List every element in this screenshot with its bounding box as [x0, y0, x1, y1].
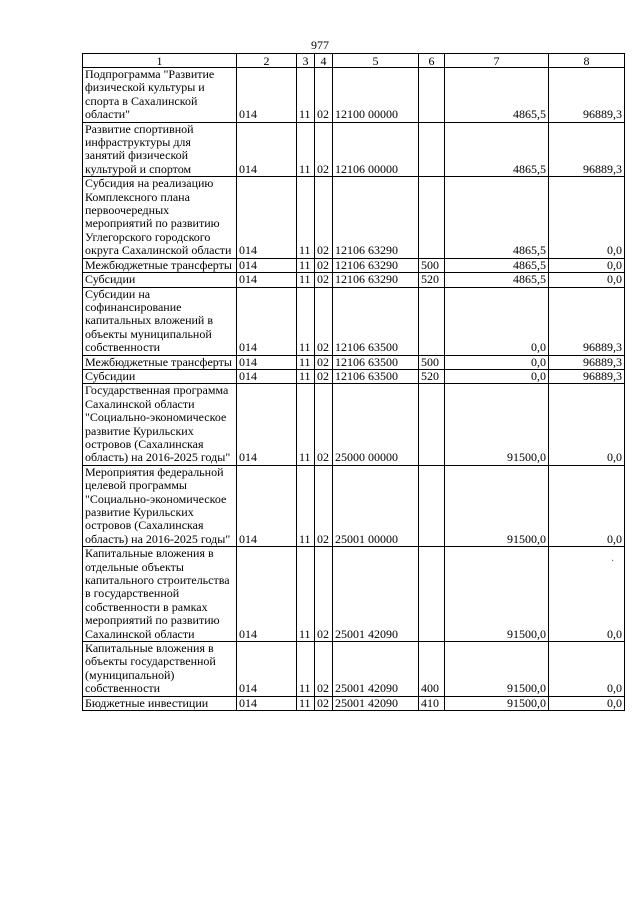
- ministry-code-cell: 014: [237, 547, 297, 642]
- expense-type-cell: [419, 547, 445, 642]
- subsection-cell: 02: [315, 384, 333, 465]
- amount-col7-cell: 91500,0: [445, 465, 549, 546]
- ministry-code-cell: 014: [237, 696, 297, 710]
- expense-type-cell: 410: [419, 696, 445, 710]
- table-row: [83, 287, 625, 355]
- table-row: [83, 122, 625, 177]
- subsection-cell: 02: [315, 287, 333, 355]
- item-name-cell: Субсидии: [83, 369, 237, 383]
- table-row: [83, 696, 625, 710]
- table-row: [83, 642, 625, 697]
- section-cell: 11: [297, 369, 315, 383]
- table-row: [83, 258, 625, 272]
- target-article-cell: 12106 63500: [333, 287, 419, 355]
- ministry-code-cell: 014: [237, 122, 297, 177]
- ministry-code-cell: 014: [237, 258, 297, 272]
- subsection-cell: 02: [315, 642, 333, 697]
- section-cell: 11: [297, 355, 315, 369]
- item-name-cell: Капитальные вложения в объекты государственной (муниципальной) собственности: [83, 642, 237, 697]
- target-article-cell: 25001 42090: [333, 547, 419, 642]
- subsection-cell: 02: [315, 369, 333, 383]
- amount-col8-cell: 0,0: [549, 177, 625, 258]
- header-cell-7: 7: [445, 54, 549, 68]
- section-cell: 11: [297, 696, 315, 710]
- item-name-cell: Субсидии на софинансирование капитальных вложений в объекты муниципальной собственности: [83, 287, 237, 355]
- amount-col8-cell: 0,0: [549, 258, 625, 272]
- header-cell-3: 3: [297, 54, 315, 68]
- ministry-code-cell: 014: [237, 287, 297, 355]
- ministry-code-cell: 014: [237, 355, 297, 369]
- subsection-cell: 02: [315, 177, 333, 258]
- target-article-cell: 25001 00000: [333, 465, 419, 546]
- amount-col7-cell: 4865,5: [445, 177, 549, 258]
- header-cell-8: 8: [549, 54, 625, 68]
- amount-col7-cell: 91500,0: [445, 642, 549, 697]
- amount-col8-cell: 0,0: [549, 273, 625, 287]
- expense-type-cell: 520: [419, 273, 445, 287]
- expense-type-cell: [419, 465, 445, 546]
- expense-type-cell: [419, 122, 445, 177]
- amount-col7-cell: 0,0: [445, 287, 549, 355]
- header-cell-6: 6: [419, 54, 445, 68]
- expense-type-cell: 400: [419, 642, 445, 697]
- subsection-cell: 02: [315, 273, 333, 287]
- ministry-code-cell: 014: [237, 177, 297, 258]
- target-article-cell: 12100 00000: [333, 68, 419, 123]
- ministry-code-cell: 014: [237, 68, 297, 123]
- item-name-cell: Подпрограмма "Развитие физической культуры и спорта в Сахалинской области": [83, 68, 237, 123]
- item-name-cell: Субсидия на реализацию Комплексного плана первоочередных мероприятий по развитию Углегорского городского округа Сахалинской области: [83, 177, 237, 258]
- item-name-cell: Развитие спортивной инфраструктуры для занятий физической культурой и спортом: [83, 122, 237, 177]
- header-cell-1: 1: [83, 54, 237, 68]
- table-row: [83, 547, 625, 642]
- expense-type-cell: [419, 177, 445, 258]
- subsection-cell: 02: [315, 465, 333, 546]
- amount-col7-cell: 91500,0: [445, 696, 549, 710]
- section-cell: 11: [297, 465, 315, 546]
- amount-col7-cell: 4865,5: [445, 122, 549, 177]
- section-cell: 11: [297, 547, 315, 642]
- target-article-cell: 25000 00000: [333, 384, 419, 465]
- subsection-cell: 02: [315, 258, 333, 272]
- expense-type-cell: 500: [419, 355, 445, 369]
- section-cell: 11: [297, 258, 315, 272]
- amount-col7-cell: 4865,5: [445, 258, 549, 272]
- ministry-code-cell: 014: [237, 369, 297, 383]
- header-cell-4: 4: [315, 54, 333, 68]
- page-number: 977: [311, 38, 329, 52]
- section-cell: 11: [297, 384, 315, 465]
- target-article-cell: 12106 63500: [333, 355, 419, 369]
- expense-type-cell: [419, 287, 445, 355]
- table-row: [83, 177, 625, 258]
- subsection-cell: 02: [315, 547, 333, 642]
- item-name-cell: Мероприятия федеральной целевой программы "Социально-экономическое развитие Курильских островов (Сахалинская область) на 2016-2025 годы": [83, 465, 237, 546]
- subsection-cell: 02: [315, 355, 333, 369]
- amount-col8-cell: 0,0: [549, 384, 625, 465]
- amount-col8-cell: 0,0: [549, 465, 625, 546]
- target-article-cell: 12106 63500: [333, 369, 419, 383]
- item-name-cell: Субсидии: [83, 273, 237, 287]
- section-cell: 11: [297, 642, 315, 697]
- section-cell: 11: [297, 177, 315, 258]
- amount-col8-cell: 0,0: [549, 642, 625, 697]
- item-name-cell: Бюджетные инвестиции: [83, 696, 237, 710]
- section-cell: 11: [297, 122, 315, 177]
- section-cell: 11: [297, 273, 315, 287]
- amount-col8-cell: 96889,3: [549, 68, 625, 123]
- item-name-cell: Межбюджетные трансферты: [83, 258, 237, 272]
- amount-col7-cell: 0,0: [445, 355, 549, 369]
- table-row: [83, 384, 625, 465]
- amount-col7-cell: 91500,0: [445, 384, 549, 465]
- amount-col7-cell: 0,0: [445, 369, 549, 383]
- table-row: [83, 369, 625, 383]
- amount-col7-cell: 4865,5: [445, 273, 549, 287]
- ministry-code-cell: 014: [237, 384, 297, 465]
- target-article-cell: 12106 63290: [333, 258, 419, 272]
- target-article-cell: 25001 42090: [333, 642, 419, 697]
- ministry-code-cell: 014: [237, 273, 297, 287]
- table-row: [83, 465, 625, 546]
- budget-table: [82, 53, 625, 711]
- header-cell-5: 5: [333, 54, 419, 68]
- expense-type-cell: [419, 68, 445, 123]
- expense-type-cell: 520: [419, 369, 445, 383]
- item-name-cell: Государственная программа Сахалинской области "Социально-экономическое развитие Курильских островов (Сахалинская область) на 2016-2025 годы": [83, 384, 237, 465]
- section-cell: 11: [297, 68, 315, 123]
- table-row: [83, 273, 625, 287]
- item-name-cell: Межбюджетные трансферты: [83, 355, 237, 369]
- amount-col8-cell: 0,0: [549, 696, 625, 710]
- header-cell-2: 2: [237, 54, 297, 68]
- amount-col8-cell: 0,0: [549, 547, 625, 642]
- target-article-cell: 12106 00000: [333, 122, 419, 177]
- amount-col8-cell: 96889,3: [549, 369, 625, 383]
- section-cell: 11: [297, 287, 315, 355]
- subsection-cell: 02: [315, 696, 333, 710]
- table-body: [83, 68, 625, 711]
- table-row: [83, 68, 625, 123]
- subsection-cell: 02: [315, 122, 333, 177]
- subsection-cell: 02: [315, 68, 333, 123]
- amount-col8-cell: 96889,3: [549, 122, 625, 177]
- ministry-code-cell: 014: [237, 642, 297, 697]
- target-article-cell: 25001 42090: [333, 696, 419, 710]
- amount-col8-cell: 96889,3: [549, 355, 625, 369]
- amount-col7-cell: 4865,5: [445, 68, 549, 123]
- amount-col8-cell: 96889,3: [549, 287, 625, 355]
- scan-mark: ·: [611, 556, 615, 567]
- target-article-cell: 12106 63290: [333, 273, 419, 287]
- target-article-cell: 12106 63290: [333, 177, 419, 258]
- header-row: [83, 54, 625, 68]
- expense-type-cell: [419, 384, 445, 465]
- expense-type-cell: 500: [419, 258, 445, 272]
- amount-col7-cell: 91500,0: [445, 547, 549, 642]
- table-row: [83, 355, 625, 369]
- item-name-cell: Капитальные вложения в отдельные объекты капитального строительства в государственной собственности в рамках мероприятий по развитию Сахалинской области: [83, 547, 237, 642]
- ministry-code-cell: 014: [237, 465, 297, 546]
